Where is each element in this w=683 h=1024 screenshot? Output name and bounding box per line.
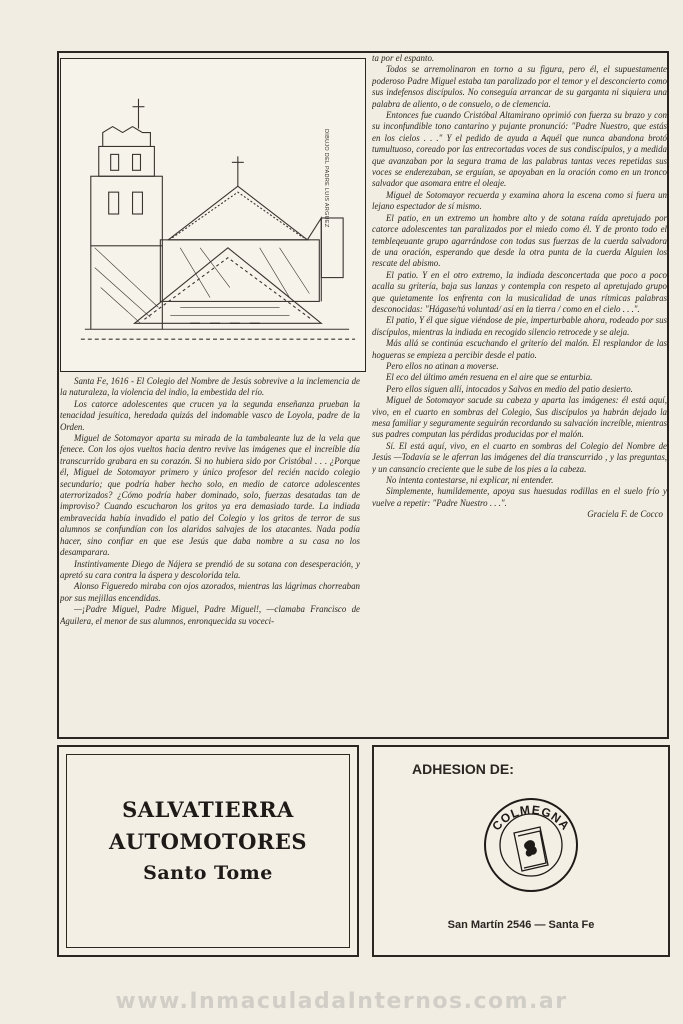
paragraph: Más allá se continúa escuchando el griterío del malón. El resplandor de las hogueras se empieza a percibir desde el patio.	[372, 338, 667, 360]
paragraph: Simplemente, humildemente, apoya sus huesudas rodillas en el suelo frío y vuelve a repetir: "Padre Nuestro . . .".	[372, 486, 667, 508]
paragraph: El patio. Y en el otro extremo, la indiada desconcertada que poco a poco acalla su gritería, baja sus lanzas y contempla con respeto al apretujado grupo que quietamente los enfrenta con la musicalidad de unas rítmicas palabras desconocidas: "Hágase/tú voluntad/ así en la tierra / como en el cielo . . .".	[372, 269, 667, 314]
paragraph: Pero ellos no atinan a moverse.	[386, 360, 499, 371]
company-name-line2: AUTOMOTORES	[108, 829, 308, 854]
paragraph: El eco del último amén resuena en el aire que se enturbia.	[386, 372, 593, 383]
website-watermark: www.InmaculadaInternos.com.ar	[115, 989, 568, 1014]
paragraph: Miguel de Sotomayor sacude su cabeza y aparta las imágenes: él está aquí, vivo, en el cuarto en sombras del Colegio, Sus discípulos ya habrán dejado la mesa familiar y seguramente seguirán recordando su salvación increíble, mientras sus padres computan las pérdidas producidas por el malón.	[372, 395, 667, 440]
paragraph: Todos se arremolinaron en torno a su figura, pero él, el supuestamente poderoso Padre Miguel estaba tan paralizado por el temor y el desconcierto como sus indefensos discípulos. No conseguía arrancar de su garganta ni siquiera una palabra de aliento, o de consuelo, o de clemencia.	[372, 64, 667, 109]
paragraph: Miguel de Sotomayor aparta su mirada de la tambaleante luz de la vela que fenece. Con los ojos vueltos hacia dentro revive las imágenes que el increíble día transcurrido grabara en su corazón. Si no hubiera sido por Cristóbal . . . ¿Porque él, Miguel de Sotomayor primero y único profesor del recién nacido colegio secundario; que podría haber hecho solo, en medio de catorce adolescentes aterrorizados? ¿Cómo podría haber dominado, solo, fuerzas desatadas tan de improviso? Cuando escucharon los gritos ya era demasiado tarde. La indiada embravecida había invadido el patio del Colegio y los gritos de terror de sus alumnos se confundían con los alaridos salvajes de los atacantes. Nada podía hacer, sino confiar en que ese Jesús que daba nombre a su casa no los desamparara.	[60, 433, 360, 558]
company-name-line1: SALVATIERRA	[122, 797, 294, 822]
paragraph: Sí. El está aquí, vivo, en el cuarto en sombras del Colegio del Nombre de Jesús —Todavía se le aferran las imágenes del día transcurrido , y las preguntas, y un cansancio creciente que le sube de los pies a la cabeza.	[372, 440, 667, 474]
company-location: Santo Tome	[143, 862, 273, 884]
right-text-column	[372, 53, 667, 737]
paragraph: Pero ellos siguen allí, intocados y Salvos en medio del patio desierto.	[386, 383, 633, 394]
paragraph: ta por el espanto.	[372, 53, 435, 63]
adhesion-heading: ADHESION DE:	[412, 761, 514, 777]
colmegna-logo	[476, 787, 586, 899]
paragraph: Instintivamente Diego de Nájera se prendió de su sotana con desesperación, y apretó su cara contra la áspera y descolorida tela.	[60, 558, 360, 580]
salvatierra-advertisement	[57, 745, 359, 957]
paragraph: El patio, Y él que sigue viéndose de pie, imperturbable ahora, rodeado por sus discípulos, mientras la indiada en recogido silencio retrocede y se aleja.	[372, 315, 667, 337]
left-text-column	[60, 376, 360, 738]
paragraph: —¡Padre Miguel, Padre Miguel, Padre Miguel!, —clamaba Francisco de Aguilera, el menor de sus alumnos, enronquecida su voceci-	[60, 604, 360, 626]
church-drawing	[61, 59, 365, 371]
paragraph: Santa Fe, 1616 - El Colegio del Nombre de Jesús sobrevive a la inclemencia de la naturaleza, la violencia del indio, la embestida del río.	[60, 376, 360, 398]
paragraph: Miguel de Sotomayor recuerda y examina ahora la escena como si fuera un lejano espectador de sí mismo.	[372, 189, 667, 212]
illustration-signature: DIBUJO DEL PADRE LUIS ARGUEZ	[323, 129, 329, 228]
church-illustration	[60, 58, 366, 372]
logo-text: COLMEGNA	[489, 802, 573, 834]
paragraph: Los catorce adolescentes que crucen ya la segunda enseñanza prueban la tenacidad jesuítica, heredada quizás del indomable vasco de Loyola, padre de la Orden.	[60, 398, 360, 432]
colmegna-advertisement	[372, 745, 670, 957]
paragraph: No intenta contestarse, ni explicar, ni entender.	[386, 475, 554, 486]
paragraph: Alonso Figueredo miraba con ojos azorados, mientras las lágrimas chorreaban por sus mejillas encendidas.	[60, 581, 360, 603]
paragraph: Entonces fue cuando Cristóbal Altamirano oprimió con fuerza su brazo y con su inconfundible tono cantarino y pujante pronunció: "Padre Nuestro, que estás en los cielos . . ." Y el pedido de ayuda a Aquél que nunca abandona brotó tumultuoso, coreado por las entrecortadas voces de sus condiscípulos, y a medida que avanzaban por la segura trama de las palabras tantas veces repetidas sus voces se enderezaban, se erguían, se apoyaban en la oración como en un tronco salvador que asomara entre el oleaje.	[372, 110, 667, 189]
author-signature: Graciela F. de Cocco	[587, 509, 663, 520]
paragraph: El patio, en un extremo un hombre alto y de sotana raída apretujado por catorce adolescentes tan paralizados por el miedo como él. Y de pronto todo el tembleqeuante grupo agarrándose con todas sus fuerzas de la cuerda salvadora de una oración, esperando que desde la otra punta de la cuerda Alguien los rescate del abismo.	[372, 212, 667, 269]
address: San Martín 2546 — Santa Fe	[447, 919, 595, 931]
